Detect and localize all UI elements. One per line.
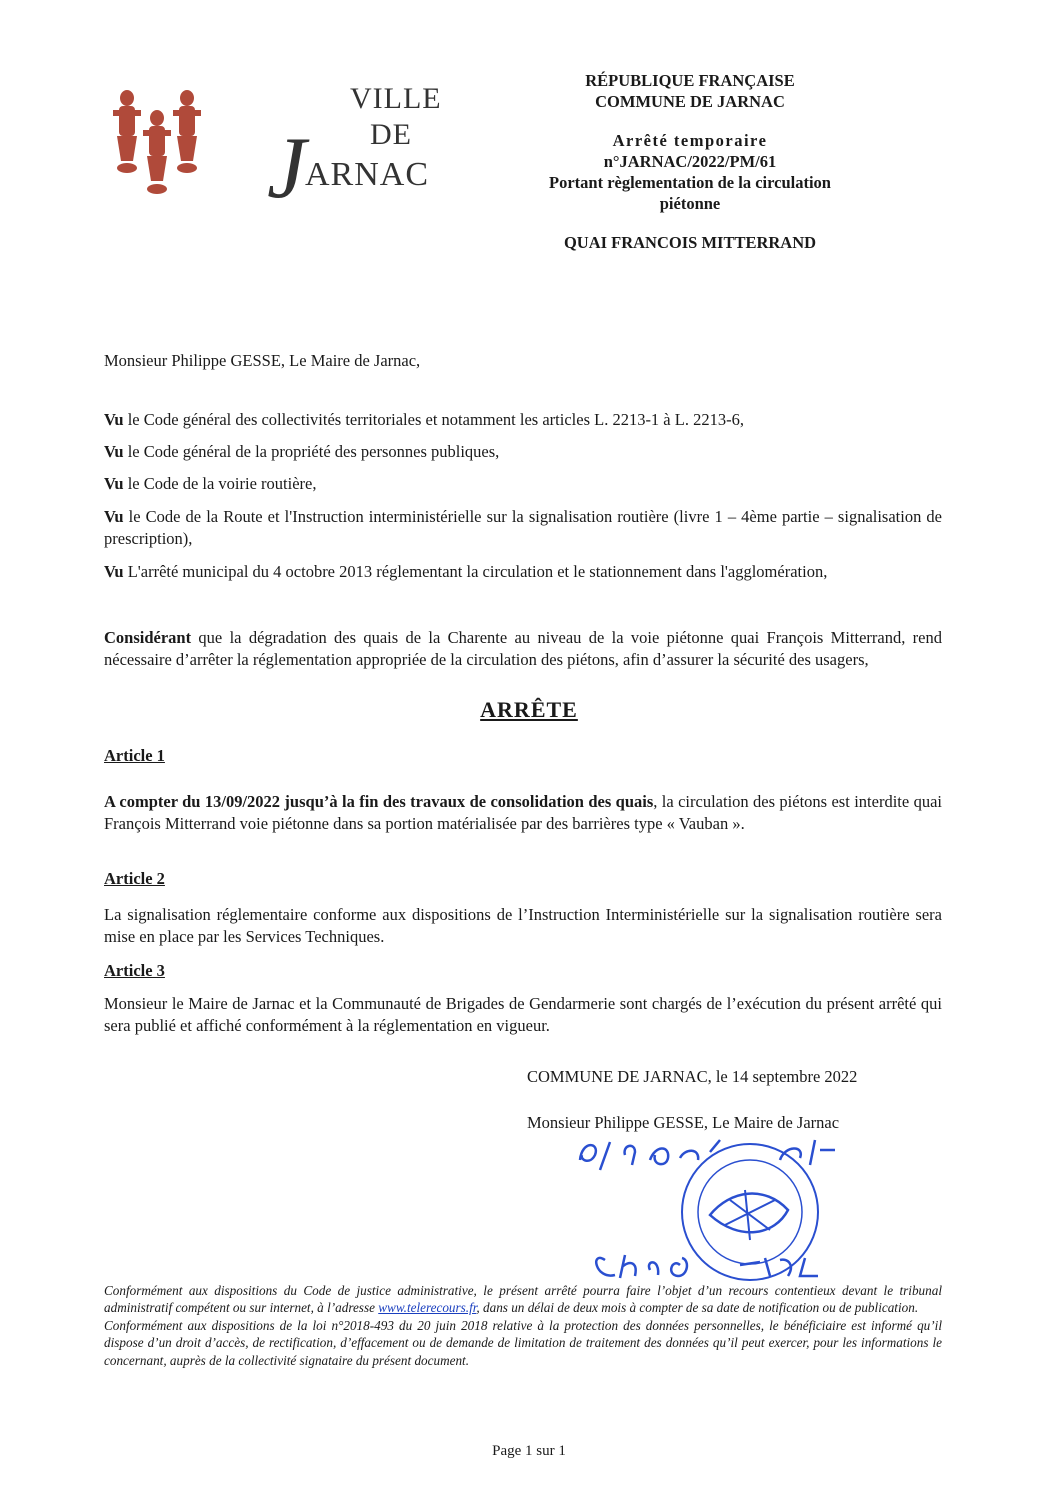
vu-item [104,506,942,550]
logo-de: DE [370,118,412,151]
logo-ville: VILLE [350,82,442,115]
arrete-type: Arrêté temporaire [612,131,768,150]
considerant-paragraph [104,627,942,671]
legal-footer [104,1282,942,1369]
considerant-lead: Considérant [104,628,192,647]
arrete-subject-line1: Portant règlementation de la circulation [549,173,831,192]
vu-text: le Code général des collectivités territoriales et notamment les articles L. 2213-1 à L. 2213-6, [123,410,744,429]
place-date: COMMUNE DE JARNAC, le 14 septembre 2022 [527,1067,858,1086]
official-stamp-signature [560,1130,860,1300]
vu-item [104,441,942,463]
logo-initial: J [267,120,307,217]
vu-lead: Vu [104,507,124,526]
telerecours-link[interactable]: www.telerecours.fr [378,1300,477,1316]
article-2-heading: Article 2 [104,869,165,888]
vu-lead: Vu [104,562,124,581]
legal-donnees: Conformément aux dispositions de la loi n°2018-493 du 20 juin 2018 relative à la protection des données personnelles, le bénéficiaire est informé qu’il dispose d’un droit d’accès, de rectification, d’effacement ou de demande de limitation de traitement des données qu’il peut exercer, pour les informations le concernant, auprès de la collectivité signataire du présent document. [104,1317,942,1368]
republic-label: RÉPUBLIQUE FRANÇAISE [585,71,795,90]
article-1-body: , la circulation des piétons est interdite quai François Mitterrand voie piétonne dans sa portion matérialisée par des barrières type « Vauban ». [104,792,942,833]
arrete-number: n°JARNAC/2022/PM/61 [603,152,777,171]
article-3-heading: Article 3 [104,961,165,980]
jarnac-logo [105,78,442,228]
considerant-text: que la dégradation des quais de la Charente au niveau de la voie piétonne quai François Mitterrand, rend nécessaire d’arrêter la réglementation appropriée de la circulation des piétons, afin d’assurer la sécurité des usagers, [104,628,942,669]
article-1-text [104,791,942,835]
vu-text: le Code de la Route et l'Instruction interministérielle sur la signalisation routière (livre 1 – 4ème partie – signalisation de prescription), [104,507,942,548]
vu-lead: Vu [104,410,124,429]
stamp-icon [560,1130,860,1300]
arrete-location: QUAI FRANCOIS MITTERRAND [563,233,817,252]
article-2-text: La signalisation réglementaire conforme aux dispositions de l’Instruction Interministérielle sur la signalisation routière sera mise en place par les Services Techniques. [104,905,942,946]
arrete-title: ARRÊTE [480,697,578,722]
article-1-bold: A compter du 13/09/2022 jusqu’à la fin des travaux de consolidation des quais [104,792,654,811]
logo-jarnac: ARNAC [305,156,430,193]
vu-text: L'arrêté municipal du 4 octobre 2013 réglementant la circulation et le stationnement dans l'agglomération, [123,562,828,581]
vu-lead: Vu [104,442,124,461]
logo-figures-icon [105,86,215,206]
vu-item [104,473,942,495]
vu-lead: Vu [104,474,124,493]
article-1-heading: Article 1 [104,746,165,765]
vu-item [104,409,942,431]
document-header [490,70,890,253]
vu-text: le Code de la voirie routière, [123,474,317,493]
vu-item [104,561,942,583]
vu-text: le Code général de la propriété des personnes publiques, [123,442,500,461]
intro-line: Monsieur Philippe GESSE, Le Maire de Jarnac, [104,351,421,370]
commune-label: COMMUNE DE JARNAC [595,92,785,111]
page-number: Page 1 sur 1 [492,1443,566,1459]
signatory: Monsieur Philippe GESSE, Le Maire de Jarnac [527,1113,840,1132]
article-3-text: Monsieur le Maire de Jarnac et la Communauté de Brigades de Gendarmerie sont chargés de l’exécution du présent arrêté qui sera publié et affiché conformément à la réglementation en vigueur. [104,994,942,1035]
legal-recours: Conformément aux dispositions du Code de justice administrative, le présent arrêté pourra faire l’objet d’un recours contentieux devant le tribunal administratif compétent ou sur internet, à l’adresse www.telerecours.fr, dans un délai de deux mois à compter de sa date de notification ou de publication. [104,1283,942,1316]
arrete-subject-line2: piétonne [659,194,721,213]
